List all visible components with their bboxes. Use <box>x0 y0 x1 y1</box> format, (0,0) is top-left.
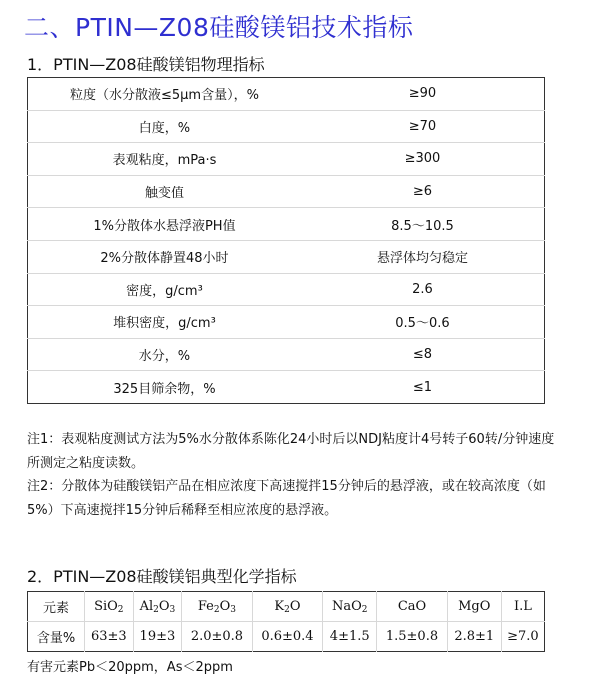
element-content: 4±1.5 <box>323 622 377 652</box>
property-name: 白度，% <box>28 110 301 143</box>
table-row <box>28 110 545 143</box>
formula-part: 2 <box>213 604 220 615</box>
element-formula <box>501 592 544 622</box>
formula-part: 2 <box>117 604 124 615</box>
formula-part: I.L <box>513 599 532 614</box>
element-formula <box>447 592 501 622</box>
property-name: 密度，g/cm³ <box>28 273 301 306</box>
table-row <box>28 273 545 306</box>
property-value: ≤8 <box>301 338 545 371</box>
property-name: 325目筛余物，% <box>113 381 216 397</box>
chem-value-row <box>28 622 545 652</box>
table-row <box>28 240 545 273</box>
notes-block <box>27 428 567 522</box>
property-name: 堆积密度，g/cm³ <box>28 306 301 339</box>
harmful-elements-note: 有害元素Pb＜20ppm，As＜2ppm <box>27 660 233 675</box>
element-content: ≥7.0 <box>507 629 539 644</box>
element-formula <box>182 592 252 622</box>
formula-part: CaO <box>397 599 427 614</box>
chemical-section-heading: 2．PTIN—Z08硅酸镁铝典型化学指标 <box>27 567 297 586</box>
element-formula <box>252 592 322 622</box>
property-name: 1%分散体水悬浮液PH值 <box>28 208 301 241</box>
property-value: ≥300 <box>301 143 545 176</box>
page-title: 二、PTIN—Z08硅酸镁铝技术指标 <box>24 13 414 42</box>
table-row <box>28 78 545 111</box>
table-row <box>28 338 545 371</box>
property-value: 8.5～10.5 <box>301 208 545 241</box>
property-name: 水分，% <box>28 338 301 371</box>
formula-part: 3 <box>230 604 237 615</box>
chem-header-row <box>28 592 545 622</box>
formula-part: 2 <box>284 604 290 615</box>
element-content: 2.0±0.8 <box>182 622 252 652</box>
property-name: 粒度（水分散液≤5μm含量），% <box>28 78 301 111</box>
property-name: 触变值 <box>28 175 301 208</box>
formula-part: O <box>289 598 301 614</box>
element-content: 2.8±1 <box>447 622 501 652</box>
element-content: 0.6±0.4 <box>252 622 322 652</box>
table-row <box>28 143 545 176</box>
property-value: ≥6 <box>301 175 545 208</box>
formula-part: 2 <box>361 604 368 615</box>
property-value: ≥70 <box>301 110 545 143</box>
property-name: 2%分散体静置48小时 <box>28 240 301 273</box>
property-value: 悬浮体均匀稳定 <box>301 240 545 273</box>
element-content: 19±3 <box>133 622 182 652</box>
element-formula <box>133 592 182 622</box>
table-row <box>28 208 545 241</box>
element-formula <box>323 592 377 622</box>
element-content: 63±3 <box>85 622 134 652</box>
formula-part: MgO <box>458 599 491 614</box>
element-formula <box>85 592 134 622</box>
formula-part: 2 <box>153 604 159 615</box>
note-2: 注2：分散体为硅酸镁铝产品在相应浓度下高速搅拌15分钟后的悬浮液，或在较高浓度（如5%）下高速搅拌15分钟后稀释至相应浓度的悬浮液。 <box>27 479 546 518</box>
formula-part: Al <box>139 598 154 614</box>
formula-part: SiO <box>94 598 118 614</box>
property-value: 0.5～0.6 <box>301 306 545 339</box>
physical-properties-table <box>27 77 545 404</box>
table-row <box>28 175 545 208</box>
formula-part: O <box>158 598 170 614</box>
property-value: ≥90 <box>301 78 545 111</box>
physical-section-heading: 1．PTIN—Z08硅酸镁铝物理指标 <box>27 55 265 74</box>
element-content: 1.5±0.8 <box>377 622 447 652</box>
formula-part: 3 <box>169 604 176 615</box>
property-name: 表观粘度，mPa·s <box>28 143 301 176</box>
element-formula <box>377 592 447 622</box>
formula-part: Fe <box>197 598 214 614</box>
property-value: 2.6 <box>301 273 545 306</box>
note-1: 注1：表观粘度测试方法为5%水分散体系陈化24小时后以NDJ粘度计4号转子60转/分钟速度所测定之粘度读数。 <box>27 432 555 471</box>
table-row <box>28 306 545 339</box>
property-value: ≤1 <box>412 379 433 395</box>
chemical-composition-table <box>27 591 545 652</box>
table-row <box>28 371 545 404</box>
formula-part: NaO <box>331 598 362 614</box>
chem-header-label: 元素 <box>28 592 85 622</box>
formula-part: K <box>274 598 285 614</box>
chem-row-label: 含量% <box>28 622 85 652</box>
formula-part: O <box>219 598 231 614</box>
